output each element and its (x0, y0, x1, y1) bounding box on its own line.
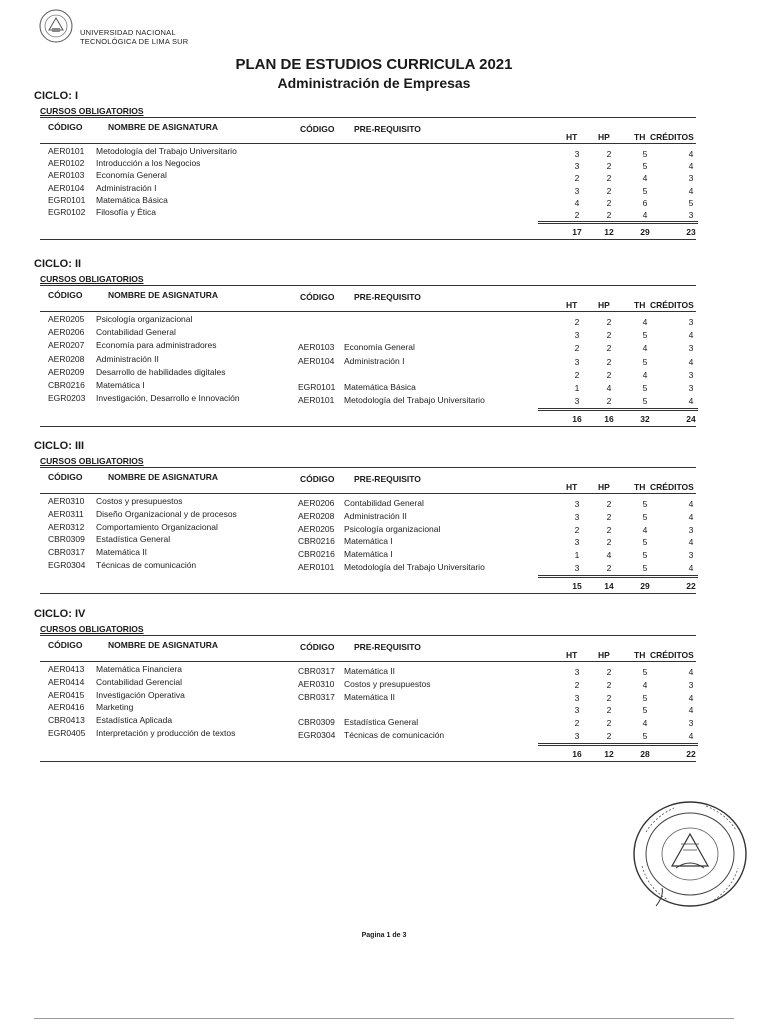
hours-hp: 2 (606, 330, 612, 341)
course-name: Metodología del Trabajo Universitario (96, 146, 237, 156)
hours-ht: 4 (574, 197, 580, 208)
prereq-name: Estadística General (344, 717, 419, 728)
hours-th: 5 (642, 705, 648, 716)
section-bottom-rule (40, 593, 696, 594)
hours-hp: 2 (606, 524, 612, 535)
prereq-name: Matemática II (344, 666, 396, 676)
ciclo-label: CICLO: III (34, 440, 85, 452)
hours-th: 5 (642, 161, 648, 172)
col-header-creditos: CRÉDITOS (650, 300, 694, 310)
course-code: AER0104 (48, 182, 85, 193)
hours-ht: 3 (574, 705, 580, 716)
credits: 4 (688, 149, 694, 159)
hours-hp: 2 (606, 396, 612, 407)
hours-th: 4 (642, 524, 648, 535)
page-subtitle: Administración de Empresas (277, 75, 471, 91)
col-header-prerequisito: PRE-REQUISITO (354, 642, 421, 652)
hours-ht: 2 (574, 317, 580, 327)
university-seal-stamp-icon (626, 796, 750, 914)
course-code: AER0206 (48, 327, 85, 338)
hours-hp: 2 (606, 197, 612, 208)
hours-th: 5 (642, 537, 648, 548)
col-header-codigo: CÓDIGO (48, 122, 83, 132)
credits: 4 (688, 356, 694, 367)
hours-ht: 2 (574, 173, 580, 184)
prereq-name: Administración I (344, 355, 405, 366)
page-footer: Pagina 1 de 3 (361, 932, 407, 939)
course-code: AER0311 (48, 508, 84, 519)
course-name: Diseño Organizacional y de procesos (96, 508, 237, 519)
total-th: 28 (640, 748, 650, 759)
totals-rule (538, 408, 698, 409)
course-code: AER0102 (48, 158, 85, 169)
bottom-rule (34, 1018, 734, 1019)
col-header-ht: HT (566, 482, 578, 492)
col-header-prerequisito: PRE-REQUISITO (354, 292, 421, 302)
total-hp: 12 (604, 227, 614, 238)
hours-th: 5 (642, 550, 648, 561)
header-rule (40, 493, 696, 494)
course-name: Desarrollo de habilidades digitales (96, 366, 226, 377)
col-header-codigo: CÓDIGO (48, 640, 83, 650)
col-header-prerequisito: PRE-REQUISITO (354, 474, 421, 484)
prereq-code: AER0310 (298, 678, 335, 689)
col-header-codigo: CÓDIGO (48, 290, 83, 300)
course-name: Estadística General (96, 534, 171, 545)
hours-th: 5 (642, 731, 648, 741)
course-name: Administración II (96, 353, 159, 364)
col-header-hp: HP (598, 482, 610, 492)
course-name: Investigación, Desarrollo e Innovación (96, 393, 240, 404)
header-rule (40, 143, 696, 144)
course-name: Economía para administradores (96, 340, 217, 351)
hours-ht: 1 (574, 550, 580, 561)
hours-hp: 2 (606, 667, 612, 677)
course-code: EGR0203 (48, 393, 86, 404)
hours-hp: 2 (606, 317, 612, 327)
prereq-code: CBR0216 (298, 549, 335, 560)
course-code: AER0207 (48, 340, 85, 351)
hours-hp: 2 (606, 731, 612, 741)
totals-rule (538, 743, 698, 744)
total-th: 29 (640, 580, 650, 591)
prereq-code: AER0101 (298, 395, 335, 406)
hours-th: 4 (642, 369, 648, 380)
col-header-codigo-pre: CÓDIGO (300, 292, 335, 302)
hours-ht: 2 (574, 679, 580, 690)
col-header-ht: HT (566, 132, 578, 142)
credits: 4 (688, 731, 694, 741)
course-code: CBR0317 (48, 547, 85, 558)
totals-rule (538, 221, 698, 222)
hours-ht: 1 (574, 383, 580, 393)
hours-th: 6 (642, 197, 648, 208)
section-bottom-rule (40, 761, 696, 762)
credits: 3 (688, 369, 694, 380)
hours-ht: 3 (574, 161, 580, 172)
credits: 4 (688, 396, 694, 407)
total-hp: 16 (604, 414, 614, 425)
col-header-nombre: NOMBRE DE ASIGNATURA (108, 640, 219, 650)
course-code: AER0414 (48, 676, 85, 687)
credits: 4 (688, 667, 694, 677)
prereq-code: CBR0317 (298, 666, 335, 676)
prereq-code: CBR0309 (298, 717, 335, 728)
hours-th: 4 (642, 317, 648, 327)
prereq-code: AER0205 (298, 523, 335, 534)
header-rule (40, 311, 696, 312)
credits: 3 (688, 524, 694, 535)
col-header-th: TH (634, 482, 646, 492)
page-title: PLAN DE ESTUDIOS CURRICULA 2021 (235, 56, 513, 73)
ciclo-label: CICLO: II (34, 258, 82, 270)
hours-th: 5 (642, 185, 648, 196)
total-th: 32 (640, 414, 650, 425)
course-name: Economía General (96, 170, 167, 181)
hours-th: 5 (642, 383, 648, 393)
prereq-name: Metodología del Trabajo Universitario (344, 395, 485, 406)
totals-rule-double (538, 223, 698, 224)
col-header-th: TH (634, 650, 646, 660)
university-name (80, 28, 188, 46)
hours-ht: 2 (574, 369, 580, 380)
credits: 4 (688, 499, 694, 509)
total-hp: 14 (604, 580, 614, 591)
course-code: CBR0309 (48, 534, 85, 545)
hours-hp: 2 (606, 161, 612, 172)
hours-hp: 2 (606, 563, 612, 573)
course-code: AER0209 (48, 366, 85, 377)
hours-hp: 4 (606, 550, 612, 561)
hours-th: 4 (642, 679, 648, 690)
hours-hp: 2 (606, 718, 612, 729)
university-line1: UNIVERSIDAD NACIONAL (80, 28, 176, 37)
hours-hp: 2 (606, 210, 612, 220)
col-header-nombre: NOMBRE DE ASIGNATURA (108, 472, 219, 482)
prereq-name: Contabilidad General (344, 498, 424, 508)
prereq-name: Matemática Básica (344, 382, 416, 392)
credits: 5 (688, 197, 694, 208)
hours-th: 5 (642, 356, 648, 367)
hours-hp: 2 (606, 185, 612, 196)
section-rule (40, 285, 696, 286)
course-name: Técnicas de comunicación (96, 560, 197, 570)
section-rule (40, 467, 696, 468)
hours-th: 5 (642, 563, 648, 573)
col-header-nombre: NOMBRE DE ASIGNATURA (108, 122, 219, 132)
credits: 3 (688, 210, 694, 220)
course-code: EGR0102 (48, 207, 86, 217)
col-header-th: TH (634, 300, 646, 310)
course-name: Estadística Aplicada (96, 715, 173, 726)
col-header-hp: HP (598, 300, 610, 310)
hours-th: 4 (642, 210, 648, 220)
course-name: Matemática Financiera (96, 664, 182, 674)
prereq-name: Técnicas de comunicación (344, 730, 445, 740)
course-code: EGR0304 (48, 560, 86, 570)
hours-hp: 2 (606, 356, 612, 367)
hours-hp: 4 (606, 383, 612, 393)
hours-ht: 3 (574, 185, 580, 196)
hours-ht: 3 (574, 499, 580, 509)
course-code: EGR0101 (48, 194, 86, 205)
hours-th: 5 (642, 330, 648, 341)
credits: 3 (688, 317, 694, 327)
total-hp: 12 (604, 748, 614, 759)
hours-th: 5 (642, 149, 648, 159)
hours-ht: 3 (574, 149, 580, 159)
credits: 3 (688, 679, 694, 690)
hours-ht: 3 (574, 537, 580, 548)
prereq-code: AER0101 (298, 562, 335, 572)
prereq-name: Administración II (344, 510, 407, 521)
credits: 4 (688, 692, 694, 703)
total-ht: 16 (572, 748, 582, 759)
prereq-name: Economía General (344, 342, 415, 353)
prereq-name: Matemática I (344, 536, 393, 547)
hours-hp: 2 (606, 537, 612, 548)
hours-ht: 2 (574, 210, 580, 220)
hours-th: 5 (642, 667, 648, 677)
credits: 3 (688, 383, 694, 393)
course-name: Psicología organizacional (96, 314, 193, 324)
credits: 4 (688, 330, 694, 341)
col-header-hp: HP (598, 650, 610, 660)
prereq-code: EGR0304 (298, 730, 336, 740)
col-header-creditos: CRÉDITOS (650, 650, 694, 660)
credits: 3 (688, 550, 694, 561)
hours-ht: 3 (574, 731, 580, 741)
section-rule (40, 635, 696, 636)
col-header-codigo-pre: CÓDIGO (300, 124, 335, 134)
col-header-prerequisito: PRE-REQUISITO (354, 124, 421, 134)
course-name: Matemática Básica (96, 194, 168, 205)
course-code: AER0413 (48, 664, 85, 674)
section-bottom-rule (40, 426, 696, 427)
course-name: Contabilidad Gerencial (96, 676, 182, 687)
course-name: Interpretación y producción de textos (96, 728, 236, 738)
hours-hp: 2 (606, 692, 612, 703)
course-name: Matemática II (96, 547, 148, 558)
hours-th: 4 (642, 173, 648, 184)
hours-ht: 2 (574, 524, 580, 535)
course-name: Filosofía y Ética (96, 207, 156, 217)
hours-ht: 3 (574, 692, 580, 703)
total-th: 29 (640, 227, 650, 238)
col-header-codigo-pre: CÓDIGO (300, 642, 335, 652)
hours-hp: 2 (606, 679, 612, 690)
hours-ht: 2 (574, 343, 580, 354)
total-credits: 22 (686, 748, 696, 759)
credits: 3 (688, 718, 694, 729)
credits: 4 (688, 511, 694, 522)
hours-hp: 2 (606, 369, 612, 380)
ciclo-label: CICLO: I (34, 90, 78, 102)
course-code: AER0208 (48, 353, 85, 364)
credits: 4 (688, 563, 694, 573)
hours-ht: 3 (574, 667, 580, 677)
hours-hp: 2 (606, 499, 612, 509)
hours-hp: 2 (606, 705, 612, 716)
course-code: AER0310 (48, 496, 85, 506)
hours-ht: 3 (574, 563, 580, 573)
totals-rule-double (538, 410, 698, 411)
course-code: AER0205 (48, 314, 85, 324)
hours-ht: 3 (574, 396, 580, 407)
prereq-name: Matemática I (344, 549, 393, 560)
section-label: CURSOS OBLIGATORIOS (40, 106, 144, 116)
hours-hp: 2 (606, 511, 612, 522)
prereq-code: AER0206 (298, 498, 335, 508)
course-code: AER0415 (48, 689, 85, 700)
totals-rule (538, 575, 698, 576)
course-code: AER0103 (48, 170, 85, 181)
hours-ht: 3 (574, 511, 580, 522)
prereq-code: AER0208 (298, 510, 335, 521)
hours-ht: 3 (574, 330, 580, 341)
section-rule (40, 117, 696, 118)
col-header-ht: HT (566, 650, 578, 660)
prereq-name: Matemática II (344, 691, 396, 702)
col-header-nombre: NOMBRE DE ASIGNATURA (108, 290, 219, 300)
credits: 4 (688, 185, 694, 196)
hours-th: 4 (642, 343, 648, 354)
col-header-ht: HT (566, 300, 578, 310)
course-name: Investigación Operativa (96, 689, 185, 700)
hours-hp: 2 (606, 343, 612, 354)
course-code: CBR0413 (48, 715, 85, 726)
university-line2: TECNOLÓGICA DE LIMA SUR (80, 37, 189, 46)
total-credits: 24 (686, 414, 696, 425)
col-header-th: TH (634, 132, 646, 142)
course-name: Comportamiento Organizacional (96, 521, 218, 532)
prereq-name: Costos y presupuestos (344, 678, 431, 689)
totals-rule-double (538, 577, 698, 578)
prereq-code: AER0104 (298, 355, 335, 366)
total-ht: 16 (572, 414, 582, 425)
col-header-creditos: CRÉDITOS (650, 132, 694, 142)
section-label: CURSOS OBLIGATORIOS (40, 456, 144, 466)
hours-th: 5 (642, 396, 648, 407)
hours-hp: 2 (606, 149, 612, 159)
course-code: AER0416 (48, 702, 85, 713)
course-code: AER0312 (48, 521, 85, 532)
hours-th: 4 (642, 718, 648, 729)
hours-hp: 2 (606, 173, 612, 184)
hours-th: 5 (642, 692, 648, 703)
col-header-codigo-pre: CÓDIGO (300, 474, 335, 484)
credits: 4 (688, 705, 694, 716)
credits: 3 (688, 343, 694, 354)
course-name: Matemática I (96, 380, 145, 390)
total-ht: 15 (572, 580, 582, 591)
course-name: Costos y presupuestos (96, 496, 183, 506)
prereq-name: Psicología organizacional (344, 523, 441, 534)
total-ht: 17 (572, 227, 582, 238)
section-label: CURSOS OBLIGATORIOS (40, 624, 144, 634)
prereq-code: CBR0216 (298, 536, 335, 547)
prereq-code: AER0103 (298, 342, 335, 353)
col-header-hp: HP (598, 132, 610, 142)
credits: 4 (688, 161, 694, 172)
hours-ht: 3 (574, 356, 580, 367)
hours-th: 5 (642, 511, 648, 522)
course-name: Contabilidad General (96, 327, 176, 338)
totals-rule-double (538, 745, 698, 746)
hours-th: 5 (642, 499, 648, 509)
course-code: EGR0405 (48, 728, 86, 738)
header-rule (40, 661, 696, 662)
credits: 3 (688, 173, 694, 184)
total-credits: 23 (686, 227, 696, 238)
prereq-code: CBR0317 (298, 691, 335, 702)
course-code: AER0101 (48, 146, 85, 156)
course-code: CBR0216 (48, 380, 85, 390)
hours-ht: 2 (574, 718, 580, 729)
total-credits: 22 (686, 580, 696, 591)
section-label: CURSOS OBLIGATORIOS (40, 274, 144, 284)
col-header-codigo: CÓDIGO (48, 472, 83, 482)
course-name: Marketing (96, 702, 134, 713)
course-name: Introducción a los Negocios (96, 158, 201, 169)
section-bottom-rule (40, 239, 696, 240)
prereq-name: Metodología del Trabajo Universitario (344, 562, 485, 572)
credits: 4 (688, 537, 694, 548)
col-header-creditos: CRÉDITOS (650, 482, 694, 492)
university-logo-icon (38, 8, 74, 44)
prereq-code: EGR0101 (298, 382, 336, 392)
course-name: Administración I (96, 182, 157, 193)
ciclo-label: CICLO: IV (34, 608, 86, 620)
